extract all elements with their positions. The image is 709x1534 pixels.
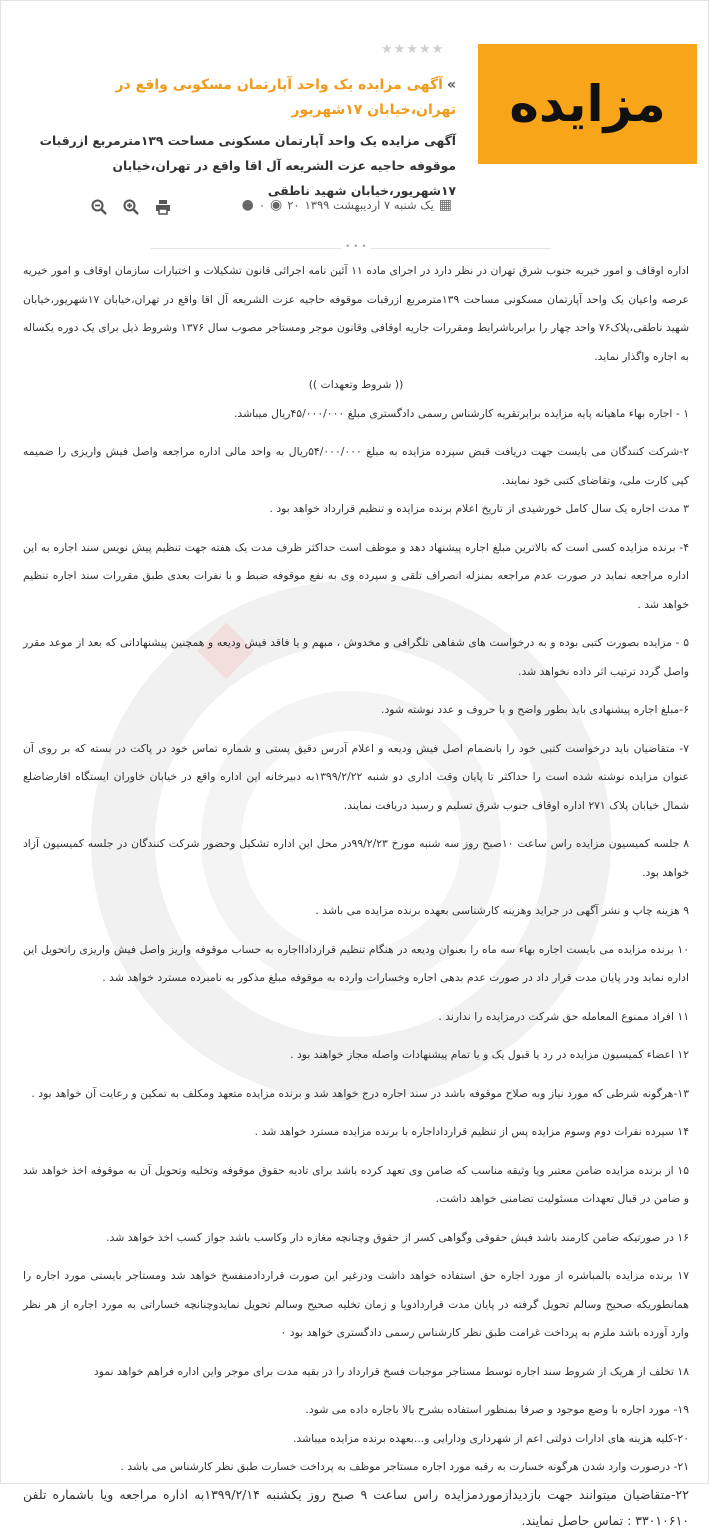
print-icon[interactable]: [155, 199, 171, 215]
publish-date: یک شنبه ۷ اردیبهشت ۱۳۹۹: [304, 198, 434, 212]
body-paragraph: ۴- برنده مزایده کسی است که بالاترین مبلغ اجاره پیشنهاد دهد و موظف است حداکثر ظرف مدت یک هفته جهت تنظیم پیش نویس سند اجاره به این اداره مراجعه نماید در صورت عدم مراجعه بمنزله انصراف تلقی و سپرده وی به نفع موقوفه ضبط و با نفرات بعدی طبق مقررات سند اجاره تنظیم خواهد شد .: [23, 540, 689, 611]
eye-icon: ◉: [270, 197, 283, 213]
view-count: ۲۰: [287, 198, 300, 212]
comment-icon[interactable]: ●: [241, 197, 254, 213]
body-paragraph: ۲۲-متقاضیان میتوانند جهت بازدیدازموردمزایده راس ساعت ۹ صبح روز یکشنبه ۱۳۹۹/۲/۱۴به اداره مراجعه ویا باشماره تلفن ۳۳۰۱۰۶۱۰ : تماس حاصل نمایند.: [23, 1486, 689, 1528]
article-title[interactable]: [41, 73, 456, 123]
article-body: [23, 257, 689, 1534]
body-paragraph: ۵ - مزایده بصورت کتبی بوده و به درخواست های شفاهی تلگرافی و مخدوش ، مبهم و یا فاقد فیش ودیعه و همچنین پیشنهاداتی که بعد از موعد مقرر واصل گردد ترتیب اثر داده نخواهد شد.: [23, 636, 689, 678]
article-title-text[interactable]: آگهی مزایده یک واحد آپارتمان مسکونی واقع در تهران،خیابان ۱۷شهریور: [115, 77, 456, 118]
body-paragraph: ۱۷ برنده مزایده بالمباشره از مورد اجاره حق استفاده خواهد داشت ودرغیر این صورت قراردادمنفسخ خواهد شد ومستاجر بایستی مورد اجاره را همانطوریکه صحیح وسالم تحویل گرفته در پایان مدت قراردادویا و زمان تخلیه صحیح وسالم تحویل نمایدوچنانچه خساراتی به مورد اجاره از هر نظر وارد آورده باشد ملزم به پرداخت غرامت طبق نظر کارشناس رسمی دادگستری خواهد بود ۰: [23, 1269, 689, 1339]
divider-dots: • • •: [341, 242, 371, 252]
body-paragraph: ۶-مبلغ اجاره پیشنهادی باید بطور واضح و با حروف و عدد نوشته شود.: [381, 703, 689, 716]
body-paragraph: ۱۲ اعضاء کمیسیون مزایده در رد یا قبول یک و یا تمام پیشنهادات واصله مجاز خواهند بود .: [290, 1048, 689, 1061]
banner-text: مزایده: [509, 75, 666, 133]
body-paragraph: ۱۳-هرگونه شرطی که مورد نیاز وبه صلاح موقوفه باشد در سند اجاره درج خواهد شد و برنده مزایده متعهد ومکلف به تمکین و رعایت آن خواهد بود .: [31, 1086, 689, 1100]
body-paragraph: ۱۴ سپرده نفرات دوم وسوم مزایده پس از تنظیم قرارداداجاره با برنده مزایده مسترد خواهد شد .: [254, 1125, 689, 1138]
body-paragraph: ۳ مدت اجاره یک سال کامل خورشیدی از تاریخ اعلام برنده مزایده و تنظیم قرارداد خواهد بود .: [269, 502, 689, 515]
body-paragraph: ۲۰-کلیه هزینه های ادارات دولتی اعم از شهرداری ودارایی و...بعهده برنده مزایده میباشد.: [293, 1431, 689, 1445]
body-paragraph: ۷- متقاضیان باید درخواست کتبی خود را بانضمام اصل فیش ودیعه و اعلام آدرس دقیق پستی و شماره تماس خود در پاکت در بسته که بر روی آن عنوان مزایده نوشته شده است را حداکثر تا پایان وقت اداری دو شنبه ۱۳۹۹/۲/۲۲به دبیرخانه این اداره واقع در خیابان خاوران ایستگاه اقارضاضلع شمال خیابان پلاک ۲۷۱ اداره اوقاف جنوب شرق تسلیم و رسید دریافت نمایند.: [23, 741, 689, 812]
body-paragraph: ۱۵ از برنده مزایده ضامن معتبر ویا وثیقه مناسب که ضامن وی تعهد کرده باشد برای تادیه حقوق موقوفه وتخلیه وتحویل آن به موقوفه اخذ خواهد شد و ضامن در قبال تعهدات مسئولیت تضامنی خواهد داشت.: [23, 1163, 689, 1205]
article-subtitle: آگهی مزایده یک واحد آپارتمان مسکونی مساحت ۱۳۹مترمربع ازرقبات موقوفه حاجیه عزت الشریعه آل اقا واقع در تهران،خیابان ۱۷شهریور،خیابان شهید ناطقی: [39, 134, 456, 198]
body-paragraph: ۱۸ تخلف از هریک از شروط سند اجاره توسط مستاجر موجبات فسخ قرارداد را در بقیه مدت برای موجر واین اداره فراهم خواهد نمود: [93, 1364, 689, 1378]
chevron-icon: »: [446, 77, 456, 93]
body-paragraph: ۱۹- مورد اجاره با وضع موجود و صرفا بمنظور استفاده بشرح بالا باجاره داده می شود.: [305, 1403, 689, 1416]
body-paragraph: ۱۰ برنده مزایده می بایست اجاره بهاء سه ماه را بعنوان ودیعه در هنگام تنظیم قراردادااجاره به حساب موقوفه واریز واصل فیش واریزی راتحویل این اداره نماید ودر پایان مدت قرار داد در صورت عدم بدهی اجاره وخسارات وارده به موقوفه مبلغ مذکور به نامبرده مسترد خواهد شد .: [23, 942, 689, 984]
conditions-heading: (( شروط وتعهدات )): [308, 378, 404, 391]
article-meta: [242, 197, 452, 213]
body-paragraph: ۱ - اجاره بهاء ماهیانه پایه مزایده برابرتقریه کارشناس رسمی دادگستری مبلغ ۴۵/۰۰۰/۰۰۰ریال میباشد.: [233, 406, 689, 420]
body-paragraph: ۲-شرکت کنندگان می بایست جهت دریافت قبض سپرده مزایده به مبلغ ۵۴/۰۰۰/۰۰۰ریال به واحد مالی اداره مراجعه واصل فیش واریزی را ضمیمه کپی کارت ملی، وتقاضای کتبی خود نمایند.: [23, 445, 689, 487]
body-paragraph: ۹ هزینه چاپ و نشر آگهی در جراید وهزینه کارشناسی بعهده برنده مزایده می باشد .: [315, 904, 689, 917]
body-paragraph: ۲۱- درصورت وارد شدن هرگونه خسارت به رقبه مورد اجاره مستاجر موظف به پرداخت خسارت طبق نظر کارشناس می باشد .: [120, 1460, 689, 1473]
auction-banner[interactable]: [478, 44, 697, 164]
section-divider: [151, 242, 551, 252]
body-paragraph: ۸ جلسه کمیسیون مزایده راس ساعت ۱۰صبح روز سه شنبه مورخ ۹۹/۲/۲۳در محل این اداره تشکیل وحضور شرکت کنندگان در جلسه کمیسیون آزاد خواهد بود.: [23, 837, 689, 879]
zoom-out-icon[interactable]: [91, 199, 107, 215]
comment-count: ۰: [258, 198, 266, 212]
body-paragraph: اداره اوقاف و امور خیریه جنوب شرق تهران در نظر دارد در اجرای ماده ۱۱ آئین نامه اجرائی قانون تشکیلات و اختیارات سازمان اوقاف و امور خیریه عرصه واعیان یک واحد آپارتمان مسکونی مساحت ۱۳۹مترمربع ازرقبات موقوفه حاجیه عزت الشریعه آل اقا واقع در تهران،خیابان ۱۷شهریور،خیابان شهید ناطقی،پلاک۷۶ واحد چهار را برابرباشرایط ومقررات جاریه اوقافی وقانون موجر ومستاجر مصوب سال ۱۳۷۶ وشروط ذیل برای یک دوره یکساله به اجاره واگذار نماید.: [23, 264, 689, 363]
body-paragraph: ۱۱ افراد ممنوع المعامله حق شرکت درمزایده را ندارند .: [438, 1009, 689, 1023]
zoom-in-icon[interactable]: [123, 199, 139, 215]
article-tools: [91, 199, 171, 215]
body-paragraph: ۱۶ در صورتیکه ضامن کارمند باشد فیش حقوقی وگواهی کسر از حقوق وچنانچه مغازه دار وکاسب باشد جواز کسب اخذ خواهد شد.: [106, 1230, 689, 1244]
calendar-icon: ▦: [438, 197, 452, 213]
rating-stars[interactable]: ★★★★★: [381, 42, 445, 57]
